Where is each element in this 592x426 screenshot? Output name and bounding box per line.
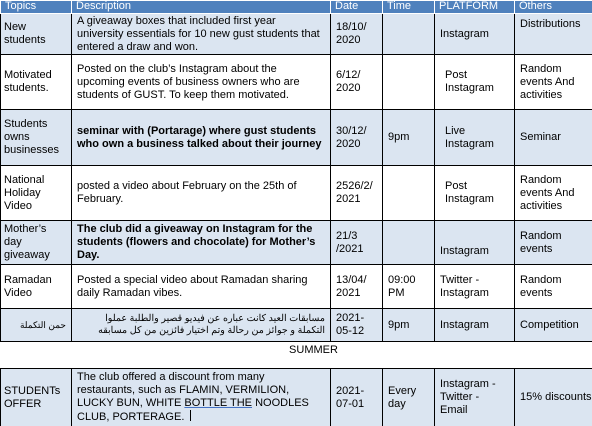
platform-cell[interactable]: Instagram - Twitter - Email [435, 369, 515, 426]
time-cell[interactable]: 9pm [383, 110, 435, 166]
topic-cell[interactable]: STUDENTs OFFER [1, 369, 72, 426]
time-cell[interactable] [383, 14, 435, 55]
topic-cell[interactable]: حمن التكملة [1, 309, 72, 342]
description-cell[interactable]: seminar with (Portarage) where gust students who own a business talked about their journey [72, 110, 331, 166]
description-cell[interactable]: The club did a giveaway on Instagram for the students (flowers and chocolate) for Mother’s Day. [72, 221, 331, 265]
date-cell[interactable]: 2021-05-12 [331, 309, 383, 342]
time-cell[interactable]: Every day [383, 369, 435, 426]
topic-cell[interactable]: Ramadan Video [1, 265, 72, 309]
topic-cell[interactable]: New students [1, 14, 72, 55]
table-row [1, 309, 592, 342]
topic-cell[interactable]: National Holiday Video [1, 166, 72, 221]
date-cell[interactable]: 30/12/ 2020 [331, 110, 383, 166]
header-others: Others [515, 1, 592, 14]
table-row [1, 166, 592, 221]
header-date: Date [331, 1, 383, 14]
description-cell[interactable]: Posted a special video about Ramadan sharing daily Ramadan vibes. [72, 265, 331, 309]
header-time: Time [383, 1, 435, 14]
time-cell[interactable]: 9pm [383, 309, 435, 342]
table-row [1, 110, 592, 166]
date-cell[interactable]: 18/10/ 2020 [331, 14, 383, 55]
platform-cell[interactable]: Post Instagram [435, 55, 515, 110]
others-cell[interactable]: Distributions [515, 14, 592, 55]
others-cell[interactable]: Random events [515, 221, 592, 265]
others-cell[interactable]: Competition [515, 309, 592, 342]
description-cell[interactable]: posted a video about February on the 25th of February. [72, 166, 331, 221]
header-description: Description [72, 1, 331, 14]
others-cell[interactable]: Random events And activities [515, 166, 592, 221]
others-cell[interactable]: Seminar [515, 110, 592, 166]
time-cell[interactable] [383, 166, 435, 221]
table-row [1, 369, 592, 426]
table-row [1, 265, 592, 309]
description-text: The club offered a discount from many restaurants, such as FLAMIN, VERMILION, LUCKY BUN, WHITE [77, 371, 290, 409]
description-text: NOODLES CLUB, PORTERAGE. [77, 397, 309, 423]
description-cell[interactable]: Posted on the club’s Instagram about the upcoming events of business owners who are students of GUST. To keep them motivated. [72, 55, 331, 110]
section-divider-row [1, 342, 592, 369]
others-cell[interactable]: 15% discounts [515, 369, 592, 426]
date-cell[interactable]: 2021-07-01 [331, 369, 383, 426]
others-cell[interactable]: Random events And activities [515, 55, 592, 110]
date-cell[interactable]: 6/12/ 2020 [331, 55, 383, 110]
header-topics: Topics [1, 1, 72, 14]
header-row [1, 1, 592, 14]
time-cell[interactable]: 09:00 PM [383, 265, 435, 309]
platform-cell[interactable]: Twitter - Instagram [435, 265, 515, 309]
table-row [1, 14, 592, 55]
topic-cell[interactable]: Students owns businesses [1, 110, 72, 166]
platform-cell[interactable]: Live Instagram [435, 110, 515, 166]
text-cursor [190, 410, 191, 421]
description-cell[interactable] [72, 369, 331, 426]
platform-cell[interactable]: Instagram [435, 309, 515, 342]
topic-cell[interactable]: Mother’s day giveaway [1, 221, 72, 265]
platform-cell[interactable]: Instagram [435, 221, 515, 265]
time-cell[interactable] [383, 55, 435, 110]
platform-cell[interactable]: Post Instagram [435, 166, 515, 221]
date-cell[interactable]: 2526/2/ 2021 [331, 166, 383, 221]
topic-cell[interactable]: Motivated students. [1, 55, 72, 110]
time-cell[interactable] [383, 221, 435, 265]
others-cell[interactable]: Random events [515, 265, 592, 309]
date-cell[interactable]: 21/3 /2021 [331, 221, 383, 265]
table-row [1, 221, 592, 265]
table-row [1, 55, 592, 110]
description-cell[interactable]: مسابقات العيد كانت عباره عن فيديو قصير والطلبة عملوا التكملة و جوائز من رحالة وتم اختيار فائزين من كل مسابقه [72, 309, 331, 342]
date-cell[interactable]: 13/04/ 2021 [331, 265, 383, 309]
summer-label: SUMMER [1, 342, 592, 369]
header-platform: PLATFORM [435, 1, 515, 14]
platform-cell[interactable]: Instagram [435, 14, 515, 55]
spellcheck-underlined-text: BOTTLE THE [184, 397, 253, 409]
description-cell[interactable]: A giveaway boxes that included first year university essentials for 10 new gust students that entered a draw and won. [72, 14, 331, 55]
